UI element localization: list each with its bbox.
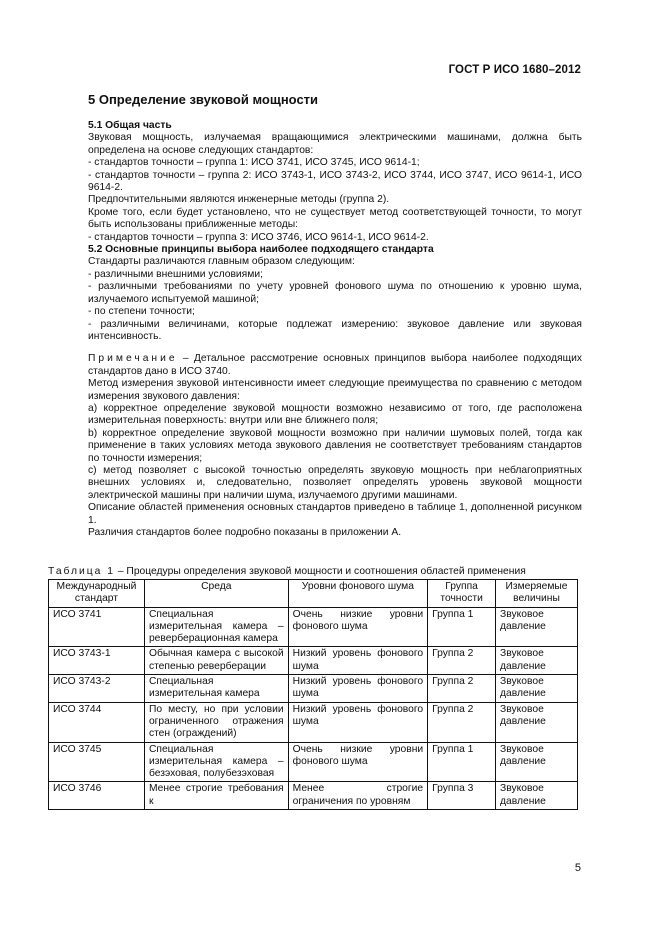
- table-cell: Группа 1: [428, 607, 496, 647]
- table-row: [49, 702, 578, 742]
- table-cell: Звуковое давление: [496, 702, 578, 742]
- paragraph: Описание областей применения основных стандартов приведено в таблице 1, дополненной рисунком 1.: [88, 502, 582, 526]
- table-cell: Обычная камера с высокой степенью реверберации: [144, 647, 288, 675]
- list-item: - различными величинами, которые подлежат измерению: звуковое давление или звуковая интенсивность.: [88, 318, 582, 342]
- table-cell: Специальная измерительная камера – безэховая, полубезэховая: [144, 742, 288, 782]
- table-cell: Менее строгие ограничения по уровням: [288, 782, 428, 810]
- table-row: [49, 647, 578, 675]
- column-header: Группа точности: [428, 580, 496, 608]
- table-row: [49, 742, 578, 782]
- table-cell: ИСО 3743-2: [49, 675, 145, 703]
- paragraph: Звуковая мощность, излучаемая вращающимися электрическими машинами, должна быть определена на основе следующих стандартов:: [88, 132, 582, 156]
- table-cell: Низкий уровень фонового шума: [288, 675, 428, 703]
- table-cell: ИСО 3745: [49, 742, 145, 782]
- column-header: Среда: [144, 580, 288, 608]
- table-cell: Низкий уровень фонового шума: [288, 647, 428, 675]
- column-header: Международный стандарт: [49, 580, 145, 608]
- paragraph: Различия стандартов более подробно показаны в приложении А.: [88, 527, 402, 538]
- table-cell: ИСО 3743-1: [49, 647, 145, 675]
- page-number: 5: [574, 862, 581, 874]
- table-cell: Группа 1: [428, 742, 496, 782]
- list-item: - стандартов точности – группа 1: ИСО 3741, ИСО 3745, ИСО 9614-1;: [88, 157, 420, 169]
- table-cell: Звуковое давление: [496, 647, 578, 675]
- table-cell: Менее строгие требования к: [144, 782, 288, 810]
- table-cell: ИСО 3741: [49, 607, 145, 647]
- section-title: 5 Определение звуковой мощности: [88, 92, 319, 107]
- list-item: - различными внешними условиями;: [88, 268, 263, 280]
- table-cell: Специальная измерительная камера: [144, 675, 288, 703]
- list-item: b) корректное определение звуковой мощности возможно при наличии шумовых полей, тогда как применение в таких условиях метода звукового давления не соответствует требованиям стандартов по точности измерения;: [88, 427, 582, 464]
- table-cell: Низкий уровень фонового шума: [288, 702, 428, 742]
- note: [88, 353, 582, 378]
- table-cell: ИСО 3746: [49, 782, 145, 810]
- body-text: [88, 120, 582, 539]
- table-caption: [48, 566, 588, 577]
- table-row: [49, 607, 578, 647]
- note-label: Примечание: [88, 353, 178, 365]
- subsection-5-1-heading: 5.1 Общая часть: [88, 120, 172, 131]
- table-cell: Звуковое давление: [496, 675, 578, 703]
- subsection-5-2-heading: 5.2 Основные принципы выбора наиболее подходящего стандарта: [88, 244, 434, 256]
- table-cell: Специальная измерительная камера – реверберационная камера: [144, 607, 288, 647]
- paragraph: Стандарты различаются главным образом следующим:: [88, 256, 355, 268]
- list-item: а) корректное определение звуковой мощности возможно независимо от того, где расположена измерительная поверхность: внутри или вне ближнего поля;: [88, 402, 582, 427]
- paragraph: Метод измерения звуковой интенсивности имеет следующие преимущества по сравнению с методом измерения звукового давления:: [88, 378, 582, 402]
- table-caption-label: Таблица 1: [48, 566, 115, 577]
- document-code: ГОСТ Р ИСО 1680–2012: [448, 64, 581, 76]
- table-cell: Группа 2: [428, 702, 496, 742]
- table-cell: Звуковое давление: [496, 742, 578, 782]
- paragraph: Кроме того, если будет установлено, что не существует метод соответствующей точности, то могут быть использованы приближенные методы:: [88, 206, 582, 231]
- standards-table: [48, 579, 578, 810]
- table-header-row: [49, 580, 578, 608]
- paragraph: Предпочтительными являются инженерные методы (группа 2).: [88, 194, 390, 206]
- table-cell: Очень низкие уровни фонового шума: [288, 742, 428, 782]
- table-row: [49, 782, 578, 810]
- note-text: – Детальное рассмотрение основных принципов выбора наиболее подходящих стандартов дано в ИСО 3740.: [88, 353, 582, 377]
- table-cell: По месту, но при условии ограниченного отражения стен (ограждений): [144, 702, 288, 742]
- list-item: - стандартов точности – группа 2: ИСО 3743-1, ИСО 3743-2, ИСО 3744, ИСО 3747, ИСО 9614-1, ИСО 9614-2.: [88, 169, 582, 194]
- table-cell: Группа 2: [428, 647, 496, 675]
- column-header: Уровни фонового шума: [288, 580, 428, 608]
- list-item: с) метод позволяет с высокой точностью определять звуковую мощность при неблагоприятных внешних условиях и, следовательно, позволяет определять уровень звуковой мощности электрической машины при наличии шума, излучаемого другими машинами.: [88, 464, 582, 501]
- table-cell: Звуковое давление: [496, 607, 578, 647]
- list-item: - различными требованиями по учету уровней фонового шума по отношению к уровню шума, излучаемого испытуемой машиной;: [88, 281, 582, 305]
- table-caption-text: – Процедуры определения звуковой мощности и соотношения областей применения: [114, 566, 526, 577]
- list-item: - стандартов точности – группа 3: ИСО 3746, ИСО 9614-1, ИСО 9614-2.: [88, 231, 429, 243]
- list-item: - по степени точности;: [88, 306, 195, 318]
- table-cell: Звуковое давление: [496, 782, 578, 810]
- table-cell: Группа 3: [428, 782, 496, 810]
- table-cell: ИСО 3744: [49, 702, 145, 742]
- table-cell: Группа 2: [428, 675, 496, 703]
- table-row: [49, 675, 578, 703]
- column-header: Измеряемые величины: [496, 580, 578, 608]
- table-cell: Очень низкие уровни фонового шума: [288, 607, 428, 647]
